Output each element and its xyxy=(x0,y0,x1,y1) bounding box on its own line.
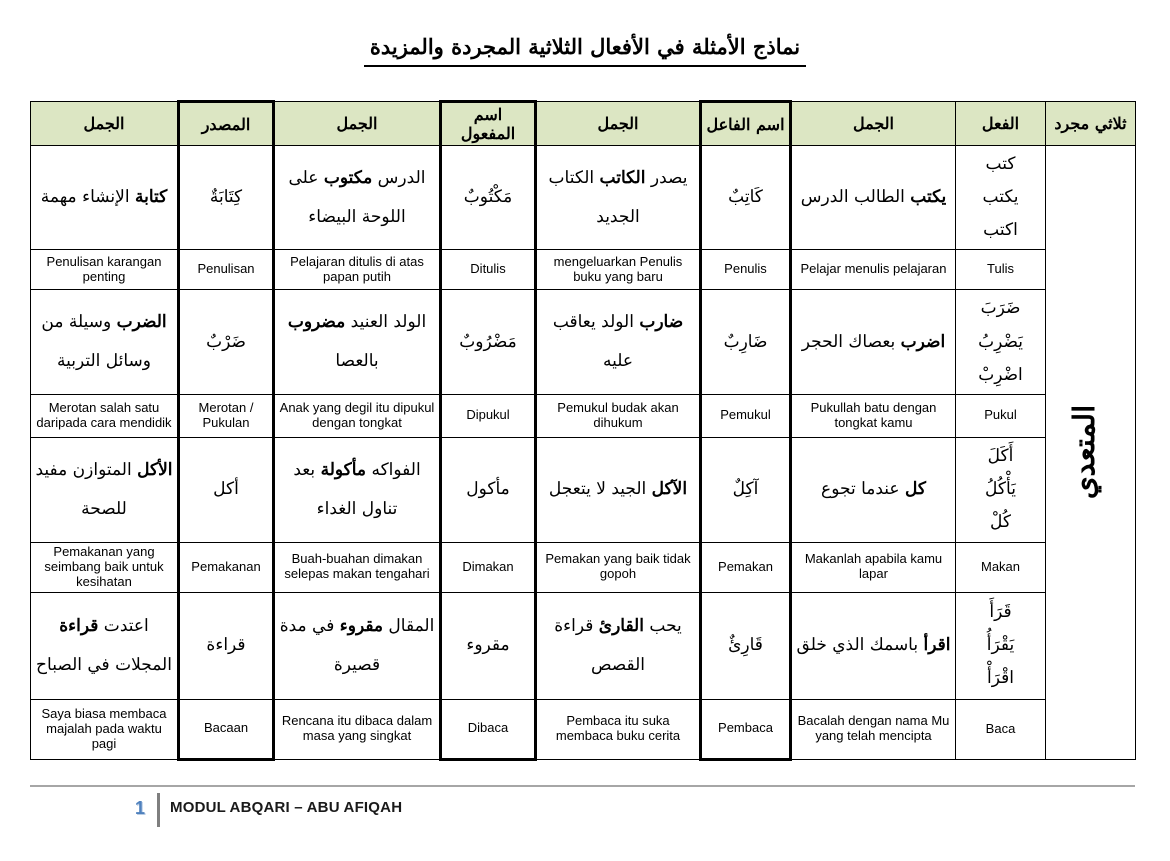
sentence-cell xyxy=(31,437,179,542)
sentence-translation-cell: Penulisan karangan penting xyxy=(31,250,179,290)
sentence-translation-cell: Pembaca itu suka membaca buku cerita xyxy=(536,699,701,759)
sentence-translation-cell: Buah-buahan dimakan selepas makan tengahari xyxy=(274,542,441,592)
col-header-category: ثلاثي مجرد xyxy=(1046,102,1136,146)
sentence-bold: ضارب xyxy=(639,312,684,333)
sentence-post: على اللوحة البيضاء xyxy=(288,167,406,227)
sentence-cell xyxy=(536,146,701,250)
sentence-post: الولد يعاقب عليه xyxy=(552,312,640,372)
verb-translation-cell: Pukul xyxy=(956,394,1046,437)
masdar-cell: كِتَابَةٌ xyxy=(179,146,274,250)
sentence-translation-cell: Bacalah dengan nama Mu yang telah mencipta xyxy=(791,699,956,759)
sentence-pre: الولد العنيد xyxy=(345,312,427,333)
sentence-translation-cell: Anak yang degil itu dipukul dengan tongkat xyxy=(274,394,441,437)
sentence-post: في مدة قصيرة xyxy=(279,615,381,675)
sentence-post: باسمك الذي خلق xyxy=(796,635,924,656)
active-participle-cell: قَارِئٌ xyxy=(701,592,791,699)
sentence-bold: اقرأ xyxy=(923,635,951,656)
sentence-bold: الضرب xyxy=(116,312,167,333)
sentence-bold: اضرب xyxy=(900,331,946,352)
sentence-bold: مضروب xyxy=(287,312,346,333)
masdar-cell: قراءة xyxy=(179,592,274,699)
sentence-translation-cell: Pelajaran ditulis di atas papan putih xyxy=(274,250,441,290)
sentence-cell xyxy=(791,146,956,250)
sentence-bold: كل xyxy=(904,479,926,500)
sentence-translation-cell: Saya biasa membaca majalah pada waktu pagi xyxy=(31,699,179,759)
active-translation-cell: Pemukul xyxy=(701,394,791,437)
footer xyxy=(30,785,1135,827)
passive-translation-cell: Dibaca xyxy=(441,699,536,759)
col-header-sentence4: الجمل xyxy=(31,102,179,146)
sentence-cell xyxy=(31,146,179,250)
page-title-text: نماذج الأمثلة في الأفعال الثلاثية المجردة والمزيدة xyxy=(364,34,806,67)
active-participle-cell: آكِلٌ xyxy=(701,437,791,542)
sentence-post: الإنشاء مهمة xyxy=(40,187,135,208)
verb-forms-cell: قَرَأَ يَقْرَأُ اقْرَأْ xyxy=(956,592,1046,699)
arabic-row xyxy=(31,592,1136,699)
sentence-cell xyxy=(274,290,441,394)
active-participle-cell: كَاتِبٌ xyxy=(701,146,791,250)
sentence-bold: الآكل xyxy=(651,479,688,500)
sentence-bold: مأكولة xyxy=(320,459,367,480)
category-merged-cell xyxy=(1046,146,1136,760)
sentence-pre: المقال xyxy=(383,615,435,636)
col-header-passive-participle: اسم المفعول xyxy=(441,102,536,146)
sentence-post: بالعصا xyxy=(335,351,379,372)
verbs-table xyxy=(30,100,1136,761)
header-row xyxy=(31,102,1136,146)
sentence-cell xyxy=(536,592,701,699)
sentence-cell xyxy=(536,290,701,394)
verb-forms-cell: أَكَلَ يَأْكُلُ كُلْ xyxy=(956,437,1046,542)
sentence-cell xyxy=(274,592,441,699)
sentence-translation-cell: Pemakanan yang seimbang baik untuk kesihatan xyxy=(31,542,179,592)
sentence-bold: كتابة xyxy=(134,187,168,208)
sentence-translation-cell: Pukullah batu dengan tongkat kamu xyxy=(791,394,956,437)
active-translation-cell: Penulis xyxy=(701,250,791,290)
sentence-pre: الدرس xyxy=(372,167,426,188)
sentence-post: عندما تجوع xyxy=(821,479,905,500)
masdar-translation-cell: Pemakanan xyxy=(179,542,274,592)
col-header-masdar: المصدر xyxy=(179,102,274,146)
sentence-cell xyxy=(791,592,956,699)
active-translation-cell: Pembaca xyxy=(701,699,791,759)
sentence-translation-cell: Merotan salah satu daripada cara mendidik xyxy=(31,394,179,437)
masdar-translation-cell: Penulisan xyxy=(179,250,274,290)
sentence-bold: يكتب xyxy=(910,187,947,208)
sentence-bold: القارئ xyxy=(598,615,644,636)
footer-title: MODUL ABQARI – ABU AFIQAH xyxy=(170,798,403,816)
sentence-post: الكتاب الجديد xyxy=(548,167,640,227)
passive-translation-cell: Ditulis xyxy=(441,250,536,290)
sentence-cell xyxy=(791,290,956,394)
sentence-bold: مقروء xyxy=(339,615,384,636)
sentence-post: بعصاك الحجر xyxy=(801,331,901,352)
sentence-translation-cell: Pelajar menulis pelajaran xyxy=(791,250,956,290)
col-header-sentence3: الجمل xyxy=(274,102,441,146)
sentence-translation-cell: Pemukul budak akan dihukum xyxy=(536,394,701,437)
col-header-verb: الفعل xyxy=(956,102,1046,146)
sentence-bold: الأكل xyxy=(137,459,173,480)
sentence-post: بعد تناول الغداء xyxy=(293,459,398,519)
sentence-post: المتوازن مفيد للصحة xyxy=(35,459,138,519)
sentence-cell xyxy=(274,437,441,542)
footer-separator xyxy=(157,793,160,827)
sentence-translation-cell: Pemakan yang baik tidak gopoh xyxy=(536,542,701,592)
sentence-cell xyxy=(31,290,179,394)
sentence-pre: يحب xyxy=(643,615,682,636)
verb-translation-cell: Makan xyxy=(956,542,1046,592)
sentence-cell xyxy=(536,437,701,542)
sentence-translation-cell: mengeluarkan Penulis buku yang baru xyxy=(536,250,701,290)
col-header-sentence1: الجمل xyxy=(791,102,956,146)
sentence-bold: قراءة xyxy=(59,615,99,636)
sentence-cell xyxy=(274,146,441,250)
malay-row xyxy=(31,250,1136,290)
sentence-post: قراءة القصص xyxy=(554,615,646,675)
malay-row xyxy=(31,542,1136,592)
arabic-row xyxy=(31,290,1136,394)
col-header-sentence2: الجمل xyxy=(536,102,701,146)
malay-row xyxy=(31,394,1136,437)
sentence-post: الطالب الدرس xyxy=(800,187,911,208)
sentence-translation-cell: Makanlah apabila kamu lapar xyxy=(791,542,956,592)
category-vertical-label: المتعدي xyxy=(1066,405,1101,500)
passive-translation-cell: Dimakan xyxy=(441,542,536,592)
verb-translation-cell: Tulis xyxy=(956,250,1046,290)
sentence-bold: مكتوب xyxy=(323,167,373,188)
masdar-cell: ضَرْبٌ xyxy=(179,290,274,394)
sentence-cell xyxy=(791,437,956,542)
sentence-pre: اعتدت xyxy=(98,615,149,636)
sentence-bold: الكاتب xyxy=(599,167,646,188)
page-title xyxy=(0,34,1170,86)
masdar-cell: أكل xyxy=(179,437,274,542)
passive-translation-cell: Dipukul xyxy=(441,394,536,437)
passive-participle-cell: مَكْتُوبٌ xyxy=(441,146,536,250)
passive-participle-cell: مَضْرُوبٌ xyxy=(441,290,536,394)
sentence-post: المجلات في الصباح xyxy=(36,654,172,675)
arabic-row xyxy=(31,437,1136,542)
verb-forms-cell: كتب يكتب اكتب xyxy=(956,146,1046,250)
verb-forms-cell: ضَرَبَ يَضْرِبُ اضْرِبْ xyxy=(956,290,1046,394)
sentence-pre: الفواكه xyxy=(366,459,421,480)
page-number: 1 xyxy=(135,797,146,818)
col-header-active-participle: اسم الفاعل xyxy=(701,102,791,146)
masdar-translation-cell: Bacaan xyxy=(179,699,274,759)
sentence-translation-cell: Rencana itu dibaca dalam masa yang singkat xyxy=(274,699,441,759)
active-participle-cell: ضَارِبٌ xyxy=(701,290,791,394)
malay-row xyxy=(31,699,1136,759)
passive-participle-cell: مأكول xyxy=(441,437,536,542)
passive-participle-cell: مقروء xyxy=(441,592,536,699)
sentence-post: وسيلة من وسائل التربية xyxy=(41,312,152,372)
sentence-pre: يصدر xyxy=(645,167,688,188)
active-translation-cell: Pemakan xyxy=(701,542,791,592)
arabic-row xyxy=(31,146,1136,250)
verb-translation-cell: Baca xyxy=(956,699,1046,759)
sentence-cell xyxy=(31,592,179,699)
sentence-post: الجيد لا يتعجل xyxy=(548,479,652,500)
masdar-translation-cell: Merotan / Pukulan xyxy=(179,394,274,437)
